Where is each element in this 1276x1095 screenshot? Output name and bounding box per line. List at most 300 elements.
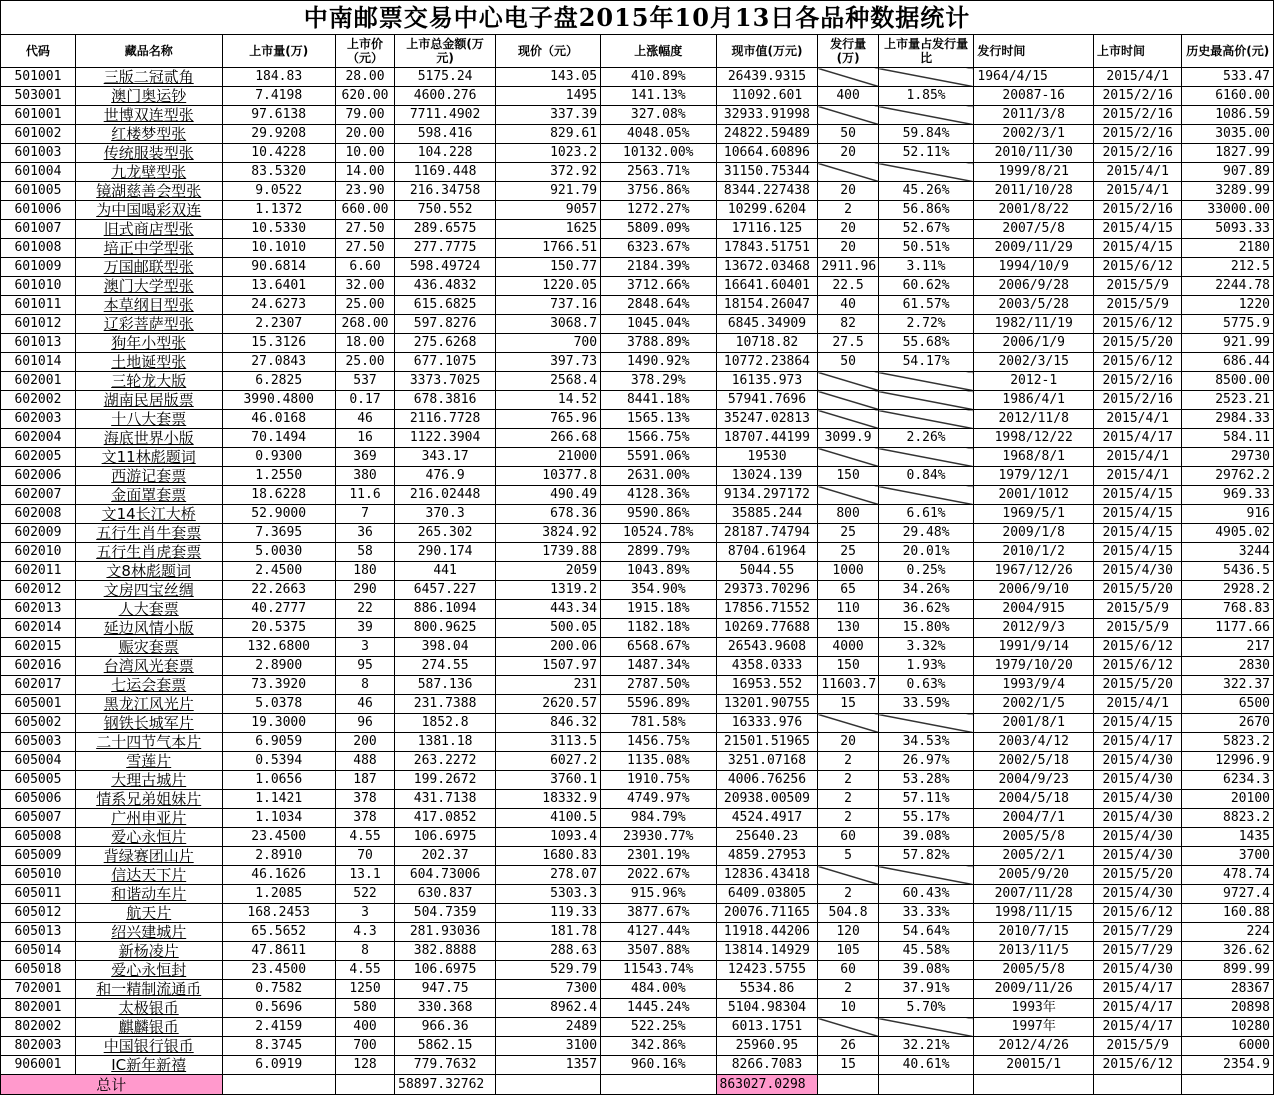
cell-listed-price[interactable]: 8 bbox=[335, 942, 394, 961]
cell-listing-date[interactable]: 2015/6/12 bbox=[1094, 353, 1182, 372]
cell-listed-ratio[interactable]: 56.86% bbox=[878, 201, 974, 220]
header-listed-qty[interactable]: 上市量(万) bbox=[222, 35, 335, 68]
cell-name[interactable]: 红楼梦型张 bbox=[75, 125, 222, 144]
cell-historic-high[interactable]: 33000.00 bbox=[1182, 201, 1274, 220]
cell-historic-high[interactable]: 10280 bbox=[1182, 1018, 1274, 1037]
cell-issue-date[interactable]: 2010/1/2 bbox=[974, 543, 1094, 562]
cell-listing-date[interactable]: 2015/4/1 bbox=[1094, 163, 1182, 182]
cell-name[interactable]: 麒麟银币 bbox=[75, 1018, 222, 1037]
header-code[interactable]: 代码 bbox=[1, 35, 76, 68]
cell-issue-qty[interactable]: 20 bbox=[818, 239, 878, 258]
cell-listed-price[interactable]: 20.00 bbox=[335, 125, 394, 144]
cell-current-price[interactable]: 150.77 bbox=[496, 258, 601, 277]
cell-rise[interactable]: 2022.67% bbox=[601, 866, 716, 885]
cell-issue-qty[interactable] bbox=[818, 866, 878, 885]
cell-rise[interactable]: 1045.04% bbox=[601, 315, 716, 334]
cell-market-value[interactable]: 3251.07168 bbox=[716, 752, 818, 771]
cell-rise[interactable]: 5596.89% bbox=[601, 695, 716, 714]
cell-current-price[interactable]: 1739.88 bbox=[496, 543, 601, 562]
cell-historic-high[interactable]: 6234.3 bbox=[1182, 771, 1274, 790]
cell-code[interactable]: 601010 bbox=[1, 277, 76, 296]
cell-code[interactable]: 601005 bbox=[1, 182, 76, 201]
cell-listed-qty[interactable]: 168.2453 bbox=[222, 904, 335, 923]
cell-listed-price[interactable]: 8 bbox=[335, 676, 394, 695]
cell-issue-date[interactable]: 2004/7/1 bbox=[974, 809, 1094, 828]
cell-listed-total[interactable]: 398.04 bbox=[395, 638, 496, 657]
cell-market-value[interactable]: 13201.90755 bbox=[716, 695, 818, 714]
cell-listed-price[interactable]: 187 bbox=[335, 771, 394, 790]
header-rise[interactable]: 上涨幅度 bbox=[601, 35, 716, 68]
cell-market-value[interactable]: 5104.98304 bbox=[716, 999, 818, 1018]
cell-issue-qty[interactable]: 400 bbox=[818, 87, 878, 106]
cell-rise[interactable]: 484.00% bbox=[601, 980, 716, 999]
cell-historic-high[interactable]: 2244.78 bbox=[1182, 277, 1274, 296]
cell-listing-date[interactable]: 2015/2/16 bbox=[1094, 106, 1182, 125]
cell-issue-qty[interactable]: 26 bbox=[818, 1037, 878, 1056]
cell-listed-price[interactable]: 70 bbox=[335, 847, 394, 866]
cell-current-price[interactable]: 21000 bbox=[496, 448, 601, 467]
cell-code[interactable]: 605009 bbox=[1, 847, 76, 866]
cell-listed-price[interactable]: 18.00 bbox=[335, 334, 394, 353]
cell-current-price[interactable]: 1680.83 bbox=[496, 847, 601, 866]
cell-issue-qty[interactable]: 20 bbox=[818, 220, 878, 239]
cell-rise[interactable]: 141.13% bbox=[601, 87, 716, 106]
cell-listed-qty[interactable]: 1.2550 bbox=[222, 467, 335, 486]
cell-code[interactable]: 802002 bbox=[1, 1018, 76, 1037]
cell-listed-price[interactable]: 378 bbox=[335, 790, 394, 809]
cell-listed-ratio[interactable]: 0.25% bbox=[878, 562, 974, 581]
cell-listed-qty[interactable]: 23.4500 bbox=[222, 961, 335, 980]
cell-historic-high[interactable]: 20100 bbox=[1182, 790, 1274, 809]
cell-listing-date[interactable]: 2015/2/16 bbox=[1094, 125, 1182, 144]
cell-market-value[interactable]: 35247.02813 bbox=[716, 410, 818, 429]
cell-current-price[interactable]: 397.73 bbox=[496, 353, 601, 372]
cell-listed-qty[interactable]: 3990.4800 bbox=[222, 391, 335, 410]
cell-listed-ratio[interactable]: 50.51% bbox=[878, 239, 974, 258]
cell-listed-total[interactable]: 281.93036 bbox=[395, 923, 496, 942]
cell-rise[interactable]: 3877.67% bbox=[601, 904, 716, 923]
cell-historic-high[interactable]: 2830 bbox=[1182, 657, 1274, 676]
cell-listed-price[interactable]: 16 bbox=[335, 429, 394, 448]
cell-listed-qty[interactable]: 20.5375 bbox=[222, 619, 335, 638]
cell-listing-date[interactable]: 2015/4/30 bbox=[1094, 790, 1182, 809]
cell-listed-price[interactable]: 27.50 bbox=[335, 220, 394, 239]
cell-issue-date[interactable]: 2012/9/3 bbox=[974, 619, 1094, 638]
cell-code[interactable]: 601014 bbox=[1, 353, 76, 372]
cell-historic-high[interactable]: 768.83 bbox=[1182, 600, 1274, 619]
cell-rise[interactable]: 1565.13% bbox=[601, 410, 716, 429]
cell-listed-price[interactable]: 96 bbox=[335, 714, 394, 733]
cell-issue-date[interactable]: 1964/4/15 bbox=[974, 68, 1094, 87]
cell-issue-date[interactable]: 2002/1/5 bbox=[974, 695, 1094, 714]
cell-name[interactable]: 镜湖慈善会型张 bbox=[75, 182, 222, 201]
total-listed-amount[interactable]: 58897.32762 bbox=[395, 1075, 496, 1095]
cell-issue-date[interactable]: 2003/4/12 bbox=[974, 733, 1094, 752]
cell-listed-price[interactable]: 290 bbox=[335, 581, 394, 600]
cell-listed-ratio[interactable]: 55.68% bbox=[878, 334, 974, 353]
cell-listed-qty[interactable]: 2.8910 bbox=[222, 847, 335, 866]
cell-name[interactable]: 和谐动车片 bbox=[75, 885, 222, 904]
cell-rise[interactable]: 1456.75% bbox=[601, 733, 716, 752]
cell-issue-qty[interactable]: 40 bbox=[818, 296, 878, 315]
cell-market-value[interactable]: 10772.23864 bbox=[716, 353, 818, 372]
cell-listing-date[interactable]: 2015/2/16 bbox=[1094, 87, 1182, 106]
cell-listed-ratio[interactable]: 55.17% bbox=[878, 809, 974, 828]
cell-listing-date[interactable]: 2015/5/9 bbox=[1094, 296, 1182, 315]
cell-current-price[interactable]: 1023.2 bbox=[496, 144, 601, 163]
cell-listed-price[interactable]: 4.3 bbox=[335, 923, 394, 942]
cell-listed-qty[interactable]: 27.0843 bbox=[222, 353, 335, 372]
cell-code[interactable]: 605014 bbox=[1, 942, 76, 961]
cell-listing-date[interactable]: 2015/5/20 bbox=[1094, 866, 1182, 885]
cell-issue-qty[interactable]: 15 bbox=[818, 1056, 878, 1075]
cell-historic-high[interactable]: 28367 bbox=[1182, 980, 1274, 999]
cell-current-price[interactable]: 1093.4 bbox=[496, 828, 601, 847]
cell-listing-date[interactable]: 2015/7/29 bbox=[1094, 942, 1182, 961]
cell-issue-date[interactable]: 20015/1 bbox=[974, 1056, 1094, 1075]
cell-name[interactable]: 大理古城片 bbox=[75, 771, 222, 790]
cell-listed-ratio[interactable]: 39.08% bbox=[878, 961, 974, 980]
total-cell-empty[interactable] bbox=[496, 1075, 601, 1095]
cell-listed-ratio[interactable]: 54.17% bbox=[878, 353, 974, 372]
cell-current-price[interactable]: 1357 bbox=[496, 1056, 601, 1075]
cell-issue-qty[interactable]: 10 bbox=[818, 999, 878, 1018]
cell-issue-qty[interactable]: 110 bbox=[818, 600, 878, 619]
cell-listed-total[interactable]: 330.368 bbox=[395, 999, 496, 1018]
cell-rise[interactable]: 522.25% bbox=[601, 1018, 716, 1037]
cell-listing-date[interactable]: 2015/4/15 bbox=[1094, 714, 1182, 733]
cell-listed-price[interactable]: 522 bbox=[335, 885, 394, 904]
cell-issue-qty[interactable]: 2 bbox=[818, 771, 878, 790]
cell-listed-total[interactable]: 231.7388 bbox=[395, 695, 496, 714]
cell-issue-qty[interactable]: 130 bbox=[818, 619, 878, 638]
cell-market-value[interactable]: 19530 bbox=[716, 448, 818, 467]
cell-issue-qty[interactable]: 27.5 bbox=[818, 334, 878, 353]
cell-listing-date[interactable]: 2015/6/12 bbox=[1094, 904, 1182, 923]
cell-rise[interactable]: 3788.89% bbox=[601, 334, 716, 353]
cell-market-value[interactable]: 26439.9315 bbox=[716, 68, 818, 87]
cell-listed-qty[interactable]: 1.2085 bbox=[222, 885, 335, 904]
cell-listing-date[interactable]: 2015/4/17 bbox=[1094, 1018, 1182, 1037]
cell-issue-date[interactable]: 1979/12/1 bbox=[974, 467, 1094, 486]
cell-market-value[interactable]: 24822.59489 bbox=[716, 125, 818, 144]
cell-listed-qty[interactable]: 8.3745 bbox=[222, 1037, 335, 1056]
cell-listed-ratio[interactable]: 1.93% bbox=[878, 657, 974, 676]
cell-listing-date[interactable]: 2015/4/17 bbox=[1094, 733, 1182, 752]
cell-rise[interactable]: 1910.75% bbox=[601, 771, 716, 790]
cell-code[interactable]: 601012 bbox=[1, 315, 76, 334]
cell-listed-price[interactable]: 46 bbox=[335, 695, 394, 714]
cell-current-price[interactable]: 1319.2 bbox=[496, 581, 601, 600]
cell-historic-high[interactable]: 217 bbox=[1182, 638, 1274, 657]
cell-listed-total[interactable]: 598.416 bbox=[395, 125, 496, 144]
cell-issue-qty[interactable]: 2911.96 bbox=[818, 258, 878, 277]
cell-listed-price[interactable]: 6.60 bbox=[335, 258, 394, 277]
cell-issue-date[interactable]: 2009/11/26 bbox=[974, 980, 1094, 999]
cell-code[interactable]: 601004 bbox=[1, 163, 76, 182]
cell-listed-price[interactable]: 488 bbox=[335, 752, 394, 771]
cell-market-value[interactable]: 35885.244 bbox=[716, 505, 818, 524]
cell-listing-date[interactable]: 2015/4/30 bbox=[1094, 752, 1182, 771]
cell-name[interactable]: 二十四节气本片 bbox=[75, 733, 222, 752]
cell-issue-qty[interactable] bbox=[818, 391, 878, 410]
cell-issue-qty[interactable] bbox=[818, 163, 878, 182]
cell-listed-qty[interactable]: 7.3695 bbox=[222, 524, 335, 543]
cell-listed-price[interactable]: 4.55 bbox=[335, 961, 394, 980]
cell-issue-qty[interactable]: 504.8 bbox=[818, 904, 878, 923]
cell-listed-price[interactable]: 537 bbox=[335, 372, 394, 391]
cell-rise[interactable]: 1487.34% bbox=[601, 657, 716, 676]
cell-market-value[interactable]: 5534.86 bbox=[716, 980, 818, 999]
cell-issue-date[interactable]: 2004/9/23 bbox=[974, 771, 1094, 790]
cell-rise[interactable]: 10132.00% bbox=[601, 144, 716, 163]
cell-rise[interactable]: 1272.27% bbox=[601, 201, 716, 220]
cell-rise[interactable]: 1490.92% bbox=[601, 353, 716, 372]
cell-issue-date[interactable]: 2001/8/22 bbox=[974, 201, 1094, 220]
cell-historic-high[interactable]: 686.44 bbox=[1182, 353, 1274, 372]
cell-issue-date[interactable]: 2012/4/26 bbox=[974, 1037, 1094, 1056]
cell-code[interactable]: 605002 bbox=[1, 714, 76, 733]
cell-issue-qty[interactable]: 2 bbox=[818, 809, 878, 828]
cell-listed-total[interactable]: 678.3816 bbox=[395, 391, 496, 410]
cell-listed-qty[interactable]: 10.5330 bbox=[222, 220, 335, 239]
cell-listed-total[interactable]: 263.2272 bbox=[395, 752, 496, 771]
cell-name[interactable]: 广州申亚片 bbox=[75, 809, 222, 828]
cell-listed-qty[interactable]: 2.2307 bbox=[222, 315, 335, 334]
cell-listed-total[interactable]: 343.17 bbox=[395, 448, 496, 467]
cell-name[interactable]: 雪莲片 bbox=[75, 752, 222, 771]
cell-issue-qty[interactable]: 65 bbox=[818, 581, 878, 600]
cell-listed-qty[interactable]: 0.5696 bbox=[222, 999, 335, 1018]
cell-listed-ratio[interactable]: 3.11% bbox=[878, 258, 974, 277]
cell-listing-date[interactable]: 2015/4/30 bbox=[1094, 961, 1182, 980]
cell-name[interactable]: 旧式商店型张 bbox=[75, 220, 222, 239]
cell-code[interactable]: 605008 bbox=[1, 828, 76, 847]
cell-market-value[interactable]: 20076.71165 bbox=[716, 904, 818, 923]
cell-historic-high[interactable]: 3700 bbox=[1182, 847, 1274, 866]
cell-code[interactable]: 602009 bbox=[1, 524, 76, 543]
header-issue-qty[interactable]: 发行量(万) bbox=[818, 35, 878, 68]
cell-listed-total[interactable]: 5862.15 bbox=[395, 1037, 496, 1056]
cell-listed-qty[interactable]: 19.3000 bbox=[222, 714, 335, 733]
cell-listed-ratio[interactable]: 36.62% bbox=[878, 600, 974, 619]
cell-current-price[interactable]: 1220.05 bbox=[496, 277, 601, 296]
cell-historic-high[interactable]: 2928.2 bbox=[1182, 581, 1274, 600]
total-cell-empty[interactable] bbox=[335, 1075, 394, 1095]
cell-listed-qty[interactable]: 13.6401 bbox=[222, 277, 335, 296]
cell-current-price[interactable]: 3100 bbox=[496, 1037, 601, 1056]
cell-listed-total[interactable]: 6457.227 bbox=[395, 581, 496, 600]
cell-code[interactable]: 605005 bbox=[1, 771, 76, 790]
cell-listed-qty[interactable]: 73.3920 bbox=[222, 676, 335, 695]
cell-code[interactable]: 602017 bbox=[1, 676, 76, 695]
cell-market-value[interactable]: 8266.7083 bbox=[716, 1056, 818, 1075]
cell-listing-date[interactable]: 2015/6/12 bbox=[1094, 315, 1182, 334]
cell-listing-date[interactable]: 2015/2/16 bbox=[1094, 201, 1182, 220]
cell-current-price[interactable]: 1507.97 bbox=[496, 657, 601, 676]
cell-current-price[interactable]: 3113.5 bbox=[496, 733, 601, 752]
cell-market-value[interactable]: 10299.6204 bbox=[716, 201, 818, 220]
cell-rise[interactable]: 2899.79% bbox=[601, 543, 716, 562]
cell-listed-ratio[interactable] bbox=[878, 486, 974, 505]
cell-market-value[interactable]: 18707.44199 bbox=[716, 429, 818, 448]
cell-listed-qty[interactable]: 83.5320 bbox=[222, 163, 335, 182]
cell-current-price[interactable]: 443.34 bbox=[496, 600, 601, 619]
cell-listed-ratio[interactable]: 0.84% bbox=[878, 467, 974, 486]
cell-name[interactable]: 土地诞型张 bbox=[75, 353, 222, 372]
cell-listed-total[interactable]: 615.6825 bbox=[395, 296, 496, 315]
cell-listing-date[interactable]: 2015/4/30 bbox=[1094, 828, 1182, 847]
cell-listed-qty[interactable]: 5.0378 bbox=[222, 695, 335, 714]
cell-market-value[interactable]: 6409.03805 bbox=[716, 885, 818, 904]
cell-historic-high[interactable]: 3244 bbox=[1182, 543, 1274, 562]
cell-code[interactable]: 605010 bbox=[1, 866, 76, 885]
cell-listed-total[interactable]: 598.49724 bbox=[395, 258, 496, 277]
cell-listed-ratio[interactable]: 53.28% bbox=[878, 771, 974, 790]
cell-issue-date[interactable]: 2005/2/1 bbox=[974, 847, 1094, 866]
cell-code[interactable]: 601008 bbox=[1, 239, 76, 258]
cell-code[interactable]: 906001 bbox=[1, 1056, 76, 1075]
cell-listed-ratio[interactable]: 60.43% bbox=[878, 885, 974, 904]
cell-listed-qty[interactable]: 97.6138 bbox=[222, 106, 335, 125]
header-name[interactable]: 藏品名称 bbox=[75, 35, 222, 68]
cell-listed-price[interactable]: 25.00 bbox=[335, 296, 394, 315]
cell-issue-qty[interactable]: 20 bbox=[818, 144, 878, 163]
cell-listed-total[interactable]: 800.9625 bbox=[395, 619, 496, 638]
cell-current-price[interactable]: 278.07 bbox=[496, 866, 601, 885]
cell-current-price[interactable]: 3760.1 bbox=[496, 771, 601, 790]
cell-historic-high[interactable]: 4905.02 bbox=[1182, 524, 1274, 543]
header-listed-price[interactable]: 上市价（元） bbox=[335, 35, 394, 68]
cell-listed-total[interactable]: 779.7632 bbox=[395, 1056, 496, 1075]
cell-market-value[interactable]: 4006.76256 bbox=[716, 771, 818, 790]
cell-code[interactable]: 601001 bbox=[1, 106, 76, 125]
cell-listed-price[interactable]: 369 bbox=[335, 448, 394, 467]
cell-issue-qty[interactable]: 25 bbox=[818, 524, 878, 543]
cell-rise[interactable]: 2563.71% bbox=[601, 163, 716, 182]
cell-rise[interactable]: 2184.39% bbox=[601, 258, 716, 277]
cell-listed-qty[interactable]: 132.6800 bbox=[222, 638, 335, 657]
cell-listing-date[interactable]: 2015/5/20 bbox=[1094, 581, 1182, 600]
cell-listed-qty[interactable]: 5.0030 bbox=[222, 543, 335, 562]
cell-listed-price[interactable]: 378 bbox=[335, 809, 394, 828]
cell-issue-qty[interactable]: 22.5 bbox=[818, 277, 878, 296]
cell-current-price[interactable]: 6027.2 bbox=[496, 752, 601, 771]
cell-listed-qty[interactable]: 29.9208 bbox=[222, 125, 335, 144]
cell-listed-price[interactable]: 3 bbox=[335, 638, 394, 657]
cell-listed-price[interactable]: 25.00 bbox=[335, 353, 394, 372]
cell-listed-qty[interactable]: 6.2825 bbox=[222, 372, 335, 391]
cell-rise[interactable]: 4127.44% bbox=[601, 923, 716, 942]
cell-market-value[interactable]: 13024.139 bbox=[716, 467, 818, 486]
cell-listed-qty[interactable]: 1.1372 bbox=[222, 201, 335, 220]
cell-issue-qty[interactable]: 60 bbox=[818, 961, 878, 980]
header-market-value[interactable]: 现市值(万元) bbox=[716, 35, 818, 68]
cell-issue-date[interactable]: 20087-16 bbox=[974, 87, 1094, 106]
cell-issue-date[interactable]: 2012/11/8 bbox=[974, 410, 1094, 429]
cell-market-value[interactable]: 9134.297172 bbox=[716, 486, 818, 505]
cell-code[interactable]: 602010 bbox=[1, 543, 76, 562]
cell-current-price[interactable]: 231 bbox=[496, 676, 601, 695]
cell-rise[interactable]: 11543.74% bbox=[601, 961, 716, 980]
cell-listing-date[interactable]: 2015/6/12 bbox=[1094, 657, 1182, 676]
cell-market-value[interactable]: 16953.552 bbox=[716, 676, 818, 695]
cell-name[interactable]: 澳门奥运钞 bbox=[75, 87, 222, 106]
cell-listed-ratio[interactable]: 60.62% bbox=[878, 277, 974, 296]
cell-listed-ratio[interactable] bbox=[878, 391, 974, 410]
cell-listed-ratio[interactable]: 33.33% bbox=[878, 904, 974, 923]
cell-historic-high[interactable]: 224 bbox=[1182, 923, 1274, 942]
cell-listed-qty[interactable]: 2.4500 bbox=[222, 562, 335, 581]
cell-rise[interactable]: 10524.78% bbox=[601, 524, 716, 543]
cell-current-price[interactable]: 2568.4 bbox=[496, 372, 601, 391]
cell-listed-ratio[interactable]: 3.32% bbox=[878, 638, 974, 657]
cell-issue-qty[interactable]: 2 bbox=[818, 201, 878, 220]
cell-name[interactable]: 钢铁长城军片 bbox=[75, 714, 222, 733]
cell-name[interactable]: 和一精制流通币 bbox=[75, 980, 222, 999]
cell-historic-high[interactable]: 478.74 bbox=[1182, 866, 1274, 885]
cell-listed-total[interactable]: 202.37 bbox=[395, 847, 496, 866]
cell-listing-date[interactable]: 2015/6/12 bbox=[1094, 638, 1182, 657]
cell-name[interactable]: 培正中学型张 bbox=[75, 239, 222, 258]
cell-issue-qty[interactable] bbox=[818, 714, 878, 733]
cell-issue-date[interactable]: 2009/11/29 bbox=[974, 239, 1094, 258]
cell-listed-qty[interactable]: 1.0656 bbox=[222, 771, 335, 790]
cell-market-value[interactable]: 10664.60896 bbox=[716, 144, 818, 163]
cell-current-price[interactable]: 18332.9 bbox=[496, 790, 601, 809]
cell-listed-qty[interactable]: 18.6228 bbox=[222, 486, 335, 505]
cell-issue-date[interactable]: 2001/1012 bbox=[974, 486, 1094, 505]
cell-rise[interactable]: 378.29% bbox=[601, 372, 716, 391]
cell-issue-date[interactable]: 2006/9/10 bbox=[974, 581, 1094, 600]
cell-issue-qty[interactable] bbox=[818, 68, 878, 87]
cell-historic-high[interactable]: 907.89 bbox=[1182, 163, 1274, 182]
cell-code[interactable]: 501001 bbox=[1, 68, 76, 87]
cell-market-value[interactable]: 13814.14929 bbox=[716, 942, 818, 961]
cell-listed-total[interactable]: 106.6975 bbox=[395, 961, 496, 980]
cell-listed-total[interactable]: 3373.7025 bbox=[395, 372, 496, 391]
cell-issue-date[interactable]: 2006/9/28 bbox=[974, 277, 1094, 296]
cell-code[interactable]: 605018 bbox=[1, 961, 76, 980]
total-market-value[interactable]: 863027.0298 bbox=[716, 1075, 818, 1095]
cell-issue-date[interactable]: 2003/5/28 bbox=[974, 296, 1094, 315]
cell-issue-qty[interactable]: 5 bbox=[818, 847, 878, 866]
cell-current-price[interactable]: 8962.4 bbox=[496, 999, 601, 1018]
cell-issue-qty[interactable]: 2 bbox=[818, 790, 878, 809]
cell-current-price[interactable]: 5303.3 bbox=[496, 885, 601, 904]
cell-current-price[interactable]: 2620.57 bbox=[496, 695, 601, 714]
cell-historic-high[interactable]: 6000 bbox=[1182, 1037, 1274, 1056]
cell-name[interactable]: 爱心永恒片 bbox=[75, 828, 222, 847]
cell-current-price[interactable]: 4100.5 bbox=[496, 809, 601, 828]
cell-historic-high[interactable]: 322.37 bbox=[1182, 676, 1274, 695]
cell-listed-price[interactable]: 23.90 bbox=[335, 182, 394, 201]
cell-name[interactable]: 金面罩套票 bbox=[75, 486, 222, 505]
cell-code[interactable]: 602013 bbox=[1, 600, 76, 619]
cell-issue-date[interactable]: 2013/11/5 bbox=[974, 942, 1094, 961]
cell-listed-qty[interactable]: 47.8611 bbox=[222, 942, 335, 961]
cell-listed-ratio[interactable] bbox=[878, 163, 974, 182]
cell-historic-high[interactable]: 29762.2 bbox=[1182, 467, 1274, 486]
cell-listed-ratio[interactable]: 0.63% bbox=[878, 676, 974, 695]
cell-listed-ratio[interactable]: 34.53% bbox=[878, 733, 974, 752]
cell-listed-total[interactable]: 277.7775 bbox=[395, 239, 496, 258]
cell-code[interactable]: 702001 bbox=[1, 980, 76, 999]
cell-name[interactable]: 海底世界小版 bbox=[75, 429, 222, 448]
cell-historic-high[interactable]: 533.47 bbox=[1182, 68, 1274, 87]
cell-issue-qty[interactable]: 15 bbox=[818, 695, 878, 714]
cell-listing-date[interactable]: 2015/6/12 bbox=[1094, 258, 1182, 277]
